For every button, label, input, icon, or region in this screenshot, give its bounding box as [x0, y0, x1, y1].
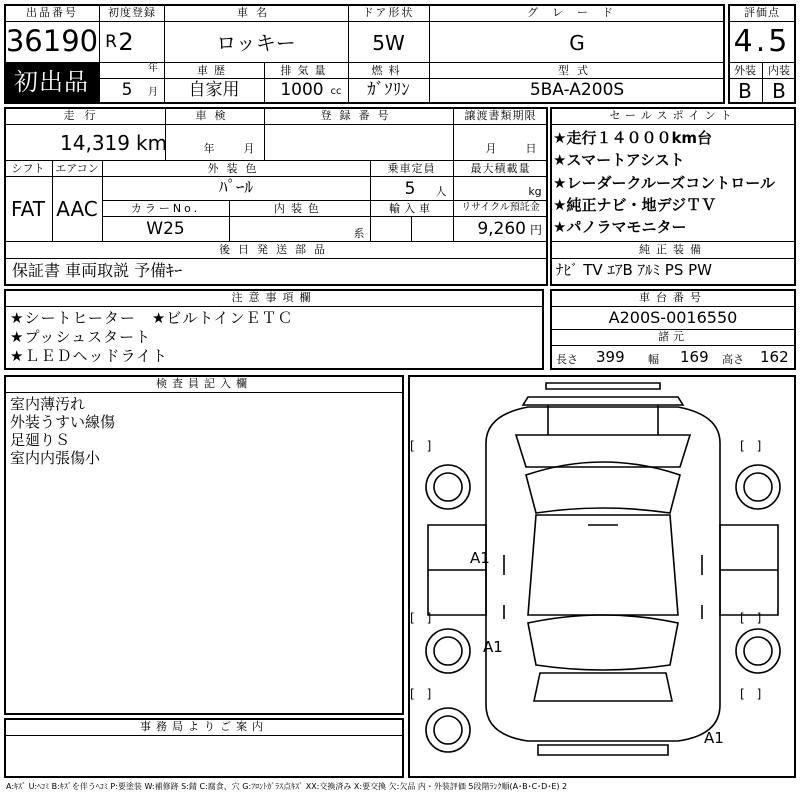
inspection-year-unit: 年 [203, 142, 215, 155]
chassis-label: 車台番号 [639, 291, 707, 304]
legend-footer: A:ｷｽﾞ U:ﾍｺﾐ B:ｷｽﾞを伴うﾍｺﾐ P:要塗装 W:補修跡 S:錆 C:腐食、穴 G:ﾌﾛﾝﾄｶﾞﾗｽ点ｷｽﾞ XX:交換済み X:要交換 欠:欠品 内・外装評価 5段階ﾗﾝｸ順(A･B･C･D･E) 2 [6, 782, 568, 791]
chassis-number: A200S-0016550 [608, 308, 738, 327]
shift: FAT [10, 197, 45, 221]
capacity-unit: 人 [435, 185, 447, 198]
car-name-label: 車名 [237, 6, 275, 19]
notes-line: ★プッシュスタート [10, 328, 152, 346]
inspector-line: 室内薄汚れ [10, 395, 86, 413]
length: 399 [596, 348, 625, 366]
transfer-day-unit: 日 [525, 142, 537, 155]
sales-point: ★走行１４０００km台 [553, 129, 713, 147]
max-load-unit: kg [528, 185, 542, 198]
lot-number: 36190 [5, 24, 99, 58]
inspector-label: 検査員記入欄 [156, 377, 252, 390]
first-listing-label: 初出品 [14, 68, 89, 96]
inspector-line: 外装うすい線傷 [10, 413, 116, 431]
registration-month: 5 [121, 80, 133, 100]
notes-line: ★シートヒーター ★ビルトインＥＴＣ [10, 309, 294, 327]
aircon: AAC [56, 197, 98, 221]
mileage: 14,319 [60, 131, 130, 155]
bracket-mark: [ ] [740, 439, 762, 453]
lot-number-label: 出品番号 [26, 6, 78, 19]
bracket-mark: [ ] [410, 687, 432, 701]
first-registration-label: 初度登録 [108, 6, 156, 19]
year-unit: 年 [148, 63, 158, 74]
interior-color-label: 内装色 [274, 202, 325, 215]
interior-label: 内装 [768, 64, 790, 77]
plate-label: 登録番号 [320, 109, 397, 122]
height-label: 高さ [722, 353, 744, 366]
parts-label: 後日発送部品 [219, 243, 333, 256]
sales-point: ★レーダークルーズコントロール [553, 174, 775, 192]
displacement-unit: cc [330, 86, 342, 97]
grade-label: グレード [527, 6, 627, 19]
recycle-unit: 円 [529, 223, 542, 237]
damage-mark: A1 [470, 549, 490, 567]
height: 162 [760, 348, 789, 366]
import-label: 輸入車 [389, 202, 434, 215]
car-name: ロッキー [216, 31, 296, 55]
length-label: 長さ [556, 353, 578, 366]
interior-grade: B [772, 79, 786, 103]
inspector-line: 室内内張傷小 [10, 449, 101, 467]
transfer-deadline-label: 譲渡書類期限 [464, 109, 537, 122]
inspection-label: 車検 [195, 109, 234, 122]
bracket-mark: [ ] [410, 439, 432, 453]
exterior-color: ﾊﾟｰﾙ [219, 178, 253, 198]
month-unit: 月 [148, 87, 158, 98]
exterior-color-label: 外装色 [207, 162, 265, 175]
model-code: 5BA-A200S [529, 80, 625, 100]
office-label: 事務局よりご案内 [140, 720, 268, 733]
displacement: 1000 [280, 80, 324, 100]
door-type-label: ドア形状 [362, 6, 415, 19]
grade: G [569, 31, 585, 55]
fuel-label: 燃料 [371, 64, 406, 77]
bracket-mark: [ ] [740, 687, 762, 701]
door-type: 5W [372, 31, 405, 55]
recycle-fee: 9,260 [477, 219, 526, 239]
history: 自家用 [188, 80, 240, 100]
sales-point: ★スマートアシスト [553, 151, 685, 169]
factory-equipment: ﾅﾋﾞ TV ｴｱB ｱﾙﾐ PS PW [556, 261, 712, 279]
transfer-month-unit: 月 [485, 142, 497, 155]
damage-mark: A1 [704, 729, 724, 747]
mileage-label: 走行 [63, 109, 106, 122]
car-body-diagram [408, 375, 796, 778]
sales-point: ★純正ナビ・地デジＴＶ [553, 196, 717, 214]
overall-score: 4.5 [733, 24, 791, 59]
sales-points-label: セールスポイント [609, 109, 737, 122]
history-label: 車歴 [197, 64, 231, 77]
shift-label: シフト [11, 162, 45, 175]
capacity: 5 [404, 179, 416, 199]
sales-point: ★パノラマモニター [553, 218, 687, 236]
era-letter: R [105, 32, 117, 52]
capacity-label: 乗車定員 [387, 162, 436, 175]
interior-color-unit: 系 [353, 227, 365, 240]
exterior-label: 外装 [734, 64, 756, 77]
specs-label: 諸元 [658, 330, 688, 343]
width-label: 幅 [648, 353, 659, 366]
bracket-mark: [ ] [410, 611, 432, 625]
damage-mark: A1 [483, 638, 503, 656]
notes-line: ★ＬＥＤヘッドライト [10, 347, 168, 365]
registration-year: 2 [118, 28, 134, 56]
aircon-label: エアコン [55, 162, 99, 175]
bracket-mark: [ ] [740, 611, 762, 625]
max-load-label: 最大積載量 [470, 162, 531, 175]
exterior-grade: B [738, 79, 752, 103]
inspector-line: 足廻りＳ [10, 431, 71, 449]
inspection-month-unit: 月 [243, 142, 255, 155]
color-number-label: カラーNo. [130, 202, 201, 215]
score-label: 評価点 [744, 6, 780, 19]
displacement-label: 排気量 [280, 64, 332, 77]
fuel: ｶﾞｿﾘﾝ [367, 80, 410, 100]
factory-equipment-label: 純正装備 [639, 243, 707, 256]
mileage-unit: km [136, 131, 168, 155]
color-number: W25 [146, 219, 185, 239]
recycle-label: リサイクル預託金 [461, 202, 540, 213]
parts-list: 保証書 車両取説 予備ｷｰ [12, 261, 183, 280]
width: 169 [680, 348, 709, 366]
model-label: 型式 [558, 64, 596, 77]
notes-label: 注意事項欄 [231, 291, 317, 304]
